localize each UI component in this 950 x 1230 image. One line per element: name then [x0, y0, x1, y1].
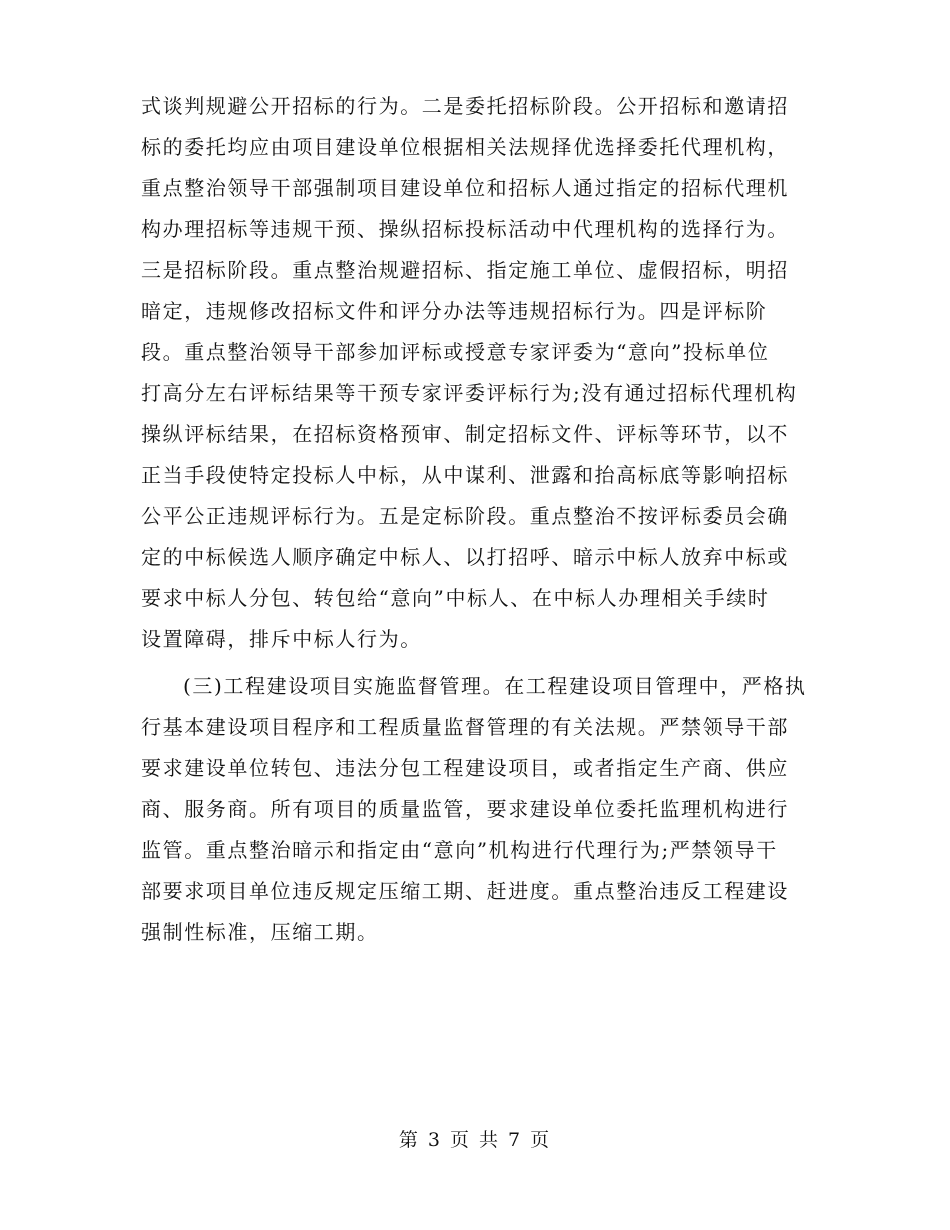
text-line: 强制性标准，压缩工期。 [141, 920, 379, 944]
text-line: 三是招标阶段。重点整治规避招标、指定施工单位、虚假招标，明招 [141, 258, 789, 282]
text-line: 式谈判规避公开招标的行为。二是委托招标阶段。公开招标和邀请招 [141, 94, 789, 118]
text-line: 暗定，违规修改招标文件和评分办法等违规招标行为。四是评标阶 [141, 299, 768, 323]
text-line: 公平公正违规评标行为。五是定标阶段。重点整治不按评标委员会确 [141, 504, 789, 528]
text-line: 构办理招标等违规干预、操纵招标投标活动中代理机构的选择行为。 [141, 217, 789, 241]
text-line: 重点整治领导干部强制项目建设单位和招标人通过指定的招标代理机 [141, 176, 789, 200]
text-line: 正当手段使特定投标人中标，从中谋利、泄露和抬高标底等影响招标 [141, 463, 789, 487]
text-line: 要求中标人分包、转包给“意向”中标人、在中标人办理相关手续时 [141, 586, 770, 610]
text-line: 定的中标候选人顺序确定中标人、以打招呼、暗示中标人放弃中标或 [141, 545, 789, 569]
text-line: 操纵评标结果，在招标资格预审、制定招标文件、评标等环节，以不 [141, 422, 789, 446]
text-line: 要求建设单位转包、违法分包工程建设项目，或者指定生产商、供应 [141, 756, 789, 780]
text-line: 商、服务商。所有项目的质量监管，要求建设单位委托监理机构进行 [141, 797, 789, 821]
text-line: 段。重点整治领导干部参加评标或授意专家评委为“意向”投标单位 [141, 340, 770, 364]
document-body [141, 86, 809, 953]
paragraph-2 [141, 666, 809, 953]
text-line: 标的委托均应由项目建设单位根据相关法规择优选择委托代理机构， [141, 135, 789, 159]
text-line: (三)工程建设项目实施监督管理。在工程建设项目管理中，严格执 [183, 674, 807, 698]
paragraph-1 [141, 86, 809, 660]
text-line: 监管。重点整治暗示和指定由“意向”机构进行代理行为;严禁领导干 [141, 838, 778, 862]
text-line: 打高分左右评标结果等干预专家评委评标行为;没有通过招标代理机构 [141, 381, 798, 405]
text-line: 行基本建设项目程序和工程质量监督管理的有关法规。严禁领导干部 [141, 715, 789, 739]
text-line: 部要求项目单位违反规定压缩工期、赶进度。重点整治违反工程建设 [141, 879, 789, 903]
text-line: 设置障碍，排斥中标人行为。 [141, 627, 422, 651]
page-number-footer: 第 3 页 共 7 页 [398, 1129, 552, 1151]
